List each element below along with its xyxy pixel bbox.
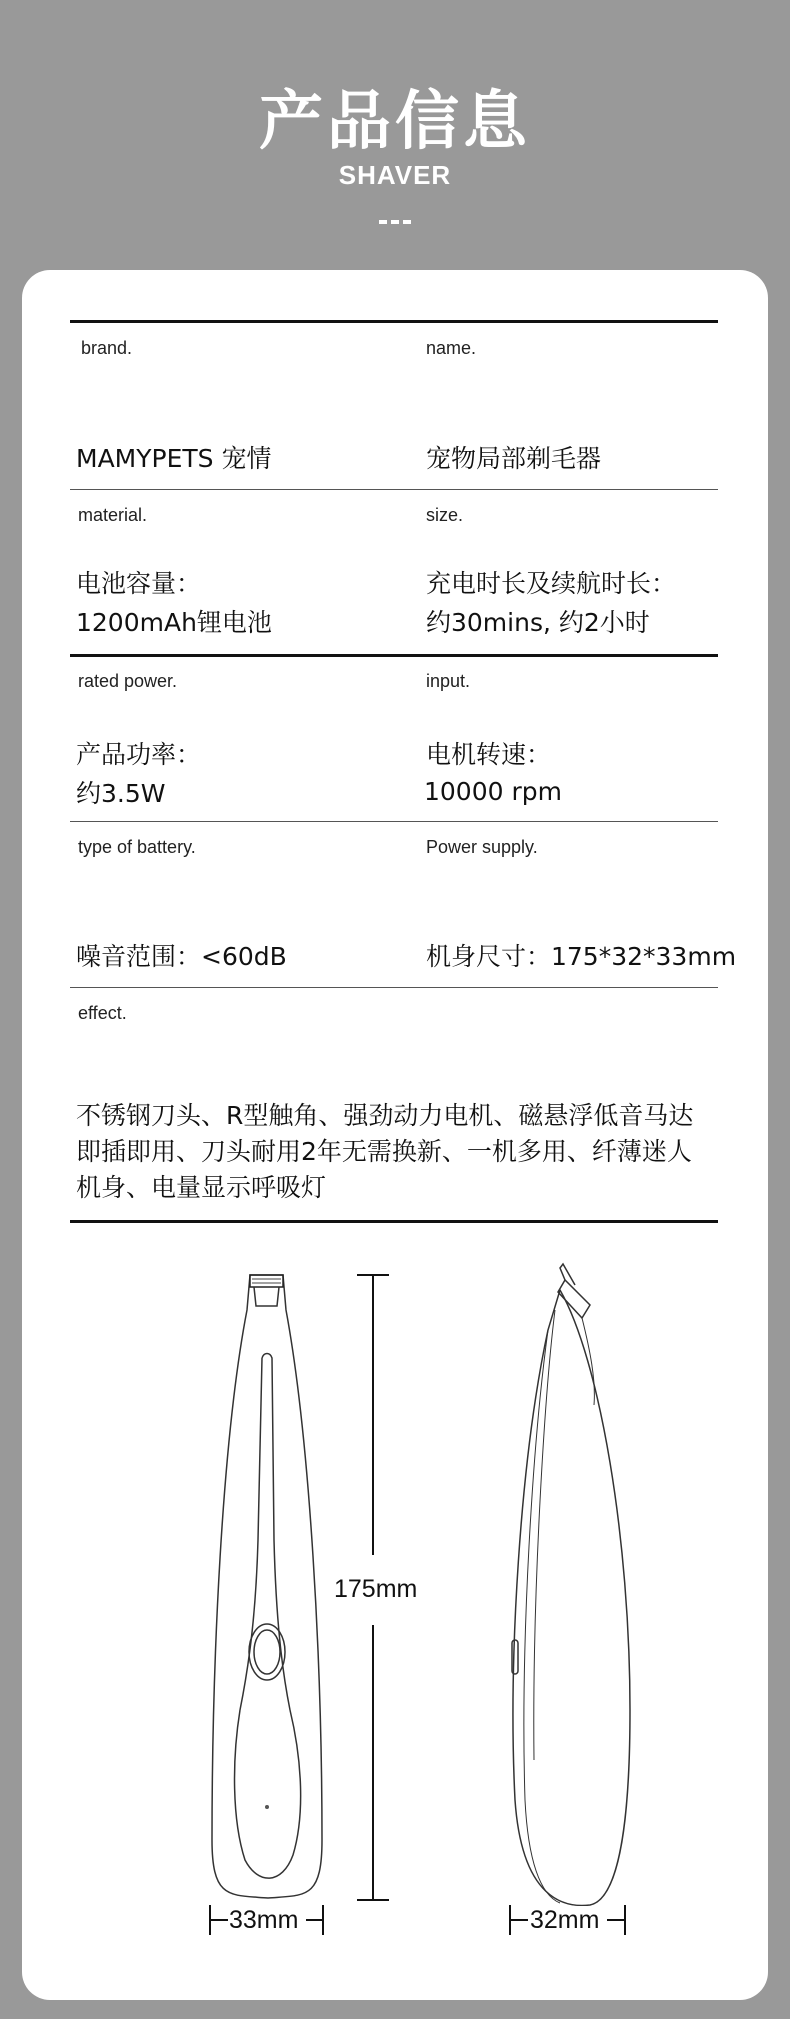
front-body-outline bbox=[212, 1275, 322, 1898]
effect-line: 即插即用、刀头耐用2年无需换新、一机多用、纤薄迷人 bbox=[76, 1137, 692, 1166]
front-blade-head bbox=[250, 1275, 283, 1287]
spec-label-power-supply: Power supply. bbox=[426, 837, 538, 857]
divider bbox=[70, 1220, 718, 1223]
divider bbox=[70, 654, 718, 657]
spec-value-power: 约3.5W bbox=[76, 779, 166, 808]
page-header bbox=[0, 0, 790, 270]
product-drawing bbox=[0, 1240, 790, 1960]
spec-label-brand: brand. bbox=[81, 338, 133, 358]
spec-value-noise: 噪音范围：<60dB bbox=[76, 942, 287, 971]
spec-value-battery: 1200mAh锂电池 bbox=[76, 608, 272, 637]
decorative-dashes bbox=[379, 220, 411, 224]
page-title: 产品信息 bbox=[259, 85, 531, 159]
spec-value-charge: 约30mins, 约2小时 bbox=[426, 608, 650, 637]
height-dimension-label: 175mm bbox=[334, 1575, 418, 1603]
divider bbox=[70, 489, 718, 490]
effect-line: 不锈钢刀头、R型触角、强劲动力电机、磁悬浮低音马达 bbox=[76, 1101, 694, 1130]
spec-value-brand: MAMYPETS 宠情 bbox=[76, 444, 272, 473]
spec-label-battery-type: type of battery. bbox=[78, 837, 196, 857]
spec-value-dimensions: 机身尺寸：175*32*33mm bbox=[426, 942, 737, 971]
effect-description bbox=[76, 1098, 726, 1206]
spec-value-battery-title: 电池容量： bbox=[76, 569, 202, 598]
spec-label-size: size. bbox=[426, 505, 464, 525]
divider bbox=[70, 821, 718, 822]
spec-label-rated-power: rated power. bbox=[78, 671, 178, 691]
spec-value-charge-title: 充电时长及续航时长： bbox=[426, 569, 677, 598]
divider bbox=[70, 987, 718, 988]
front-groove bbox=[240, 1354, 290, 1711]
front-width-label: 33mm bbox=[229, 1906, 299, 1934]
spec-value-speed: 10000 rpm bbox=[424, 777, 562, 806]
spec-label-input: input. bbox=[426, 671, 471, 691]
spec-label-name: name. bbox=[426, 338, 477, 358]
spec-value-speed-title: 电机转速： bbox=[426, 740, 552, 769]
spec-label-effect: effect. bbox=[78, 1003, 127, 1023]
effect-line: 机身、电量显示呼吸灯 bbox=[76, 1173, 327, 1202]
divider bbox=[70, 320, 718, 323]
spec-value-power-title: 产品功率： bbox=[76, 740, 202, 769]
side-body-outline bbox=[513, 1290, 630, 1905]
page-subtitle: SHAVER bbox=[338, 160, 452, 190]
spec-label-material: material. bbox=[78, 505, 148, 525]
spec-value-name: 宠物局部剃毛器 bbox=[426, 444, 602, 473]
side-width-label: 32mm bbox=[530, 1906, 600, 1934]
